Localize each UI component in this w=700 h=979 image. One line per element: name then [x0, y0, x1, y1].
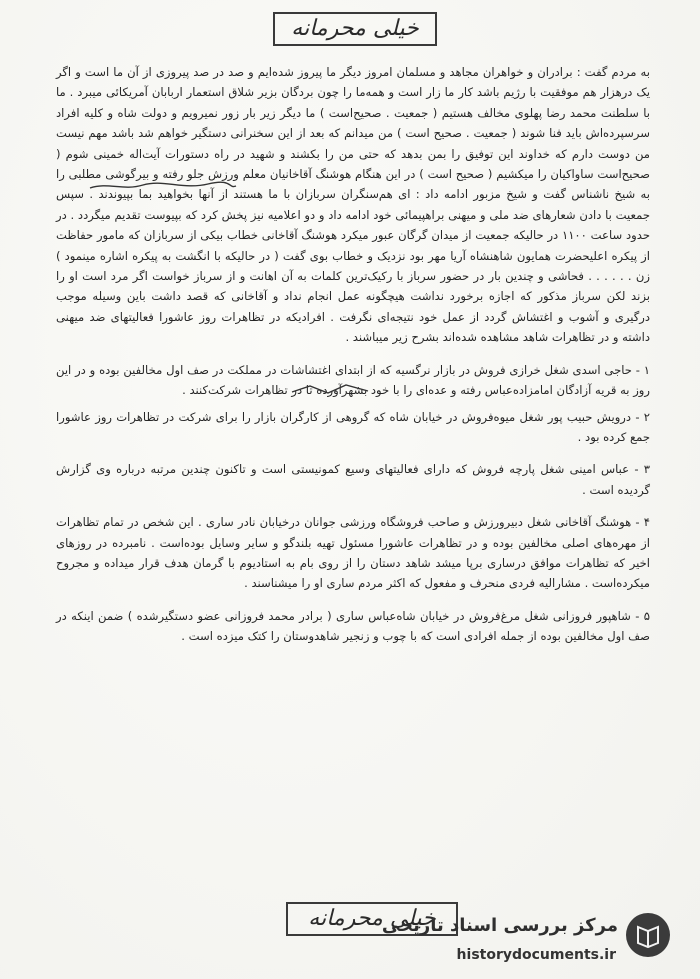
- classification-stamp-bottom: خیلی محرمانه: [286, 902, 458, 936]
- ink-correction-mark: [290, 383, 370, 395]
- book-icon: [626, 913, 670, 957]
- list-item-1: ۱ - حاجی اسدی شغل خرازی فروش در بازار نرگسیه که از ابتدای اغتشاشات در مملکت در صف اول مخالفین بوده و در این روز به قریه آزادگان امامزاده‌عباس رفته و عده‌ای را با خود بشهرآورده تا در تظاهرات شرکت‌کنند .: [56, 362, 650, 398]
- list-item-4: ۴ - هوشنگ آقاخانی شغل دبیرورزش و صاحب فروشگاه ورزشی جوانان درخیابان نادر ساری . این شخص در تمام تظاهرات از مهره‌های اصلی مخالفین بوده و در تظاهرات عاشورا مسئول تهیه بلندگو و سایر وسایل بوده‌است . نامبرده در روزهای اخیر که تظاهرات موافق درساری برپا میشد شاهد دستان را از روی بام به استادیوم با گرمان هدف قرار میداده و مجروح میکرده‌است . مشارالیه فردی منحرف و مفعول که اکثر مردم ساری او را میشناسند .: [56, 515, 650, 591]
- list-item-3: ۳ - عباس امینی شغل پارچه فروش که دارای فعالیتهای وسیع کمونیستی است و تاکنون چندین مرتبه درباره وی گزارش گردیده است .: [56, 462, 650, 497]
- archive-name: مرکز بررسی اسناد تاریخی: [381, 915, 618, 936]
- paragraph-intro: به مردم گفت : برادران و خواهران مجاهد و مسلمان امروز دیگر ما پیروز شده‌ایم و صد در صد پیروزی از آن ما است و اگر یک درهزار هم موفقیت با رژیم باشد کار ما زار است و همه‌ما را چون بردگان بزیر شلاق استعمار اربابان آمریکائی میبرد . ما با سلطنت محمد رضا پهلوی مخالف هستیم ( جمعیت . صحیح‌است ) ما دیگر زیر بار زور نمیرویم و دولت شاه و کلیه افراد سرسپرده‌اش باید فنا شوند ( جمعیت . صحیح است ) من میدانم که بعد از این سخنرانی دستگیر خواهم شد باشد مهم نیست من دوست دارم که خداوند این توفیق را بمن بدهد که حتی من را بکشند و شهید در راه دستورات آیت‌اله خمینی شوم ( صحیح‌است ساواکیان را میکشیم ( صحیح است ) در این هنگام هوشنگ آقاخانیان معلم ورزش جلو رفته و بیرگوشی مطلبی را به شیخ ناشناس گفت و شیخ مزبور ادامه داد : ای هم‌سنگران سربازان با ما هستند از آنها بخواهید بما بپیوندند . سپس جمعیت با دادن شعارهای ضد ملی و میهنی براهپیمائی خود ادامه داد و دو اعلامیه نیز پخش کرد که بپیوست تقدیم میگردد . در حدود ساعت ۱۱۰۰ در حالیکه جمعیت از میدان گرگان عبور میکرد هوشنگ آقاخانی خطاب بیکی از سربازان که مامور حفاظت از پیکره اعلیحضرت همایون شاهنشاه آریا مهر بود نزدیک و خطاب بوی گفت ( در حالیکه با انگشت به پیکره اشاره مینمود ) زن . . . . . . فحاشی و چندین بار در حضور سرباز با رکیک‌ترین کلمات به آن اهانت و از سرباز خواست اگر مرد است او را بزند لکن سرباز مذکور که اجازه برخورد نداشت هیچگونه عمل انجام نداد و آقاخانی که قصد داشت باین وسیله موجب درگیری و آشوب و اغتشاش گردد از عمل خود نتیجه‌ای نگرفت . افرادیکه در تظاهرات روز عاشورا فعالیتهای ضد میهنی داشته و در تظاهرات شاهد مشاهده شده‌اند بشرح زیر میباشند .: [56, 65, 650, 345]
- list-item-2: ۲ - درویش حبیب پور شغل میوه‌فروش در خیابان شاه که گروهی از کارگران بازار را برای شرکت در تظاهرات روز عاشورا جمع کرده بود .: [56, 409, 650, 444]
- document-body: [56, 62, 650, 647]
- archive-watermark: [381, 911, 670, 971]
- list-item-5: ۵ - شاهپور فروزانی شغل مرغ‌فروش در خیابان شاه‌عباس ساری ( برادر محمد فروزانی عضو دستگیرشده ) ضمن اینکه در صف اول مخالفین بوده از جمله افرادی است که با چوب و زنجیر شاهدوستان را کتک میزده است .: [56, 608, 650, 644]
- classification-stamp-top: خیلی محرمانه: [273, 12, 437, 46]
- ink-scribble: [88, 180, 238, 192]
- archive-url[interactable]: historydocuments.ir: [456, 947, 616, 963]
